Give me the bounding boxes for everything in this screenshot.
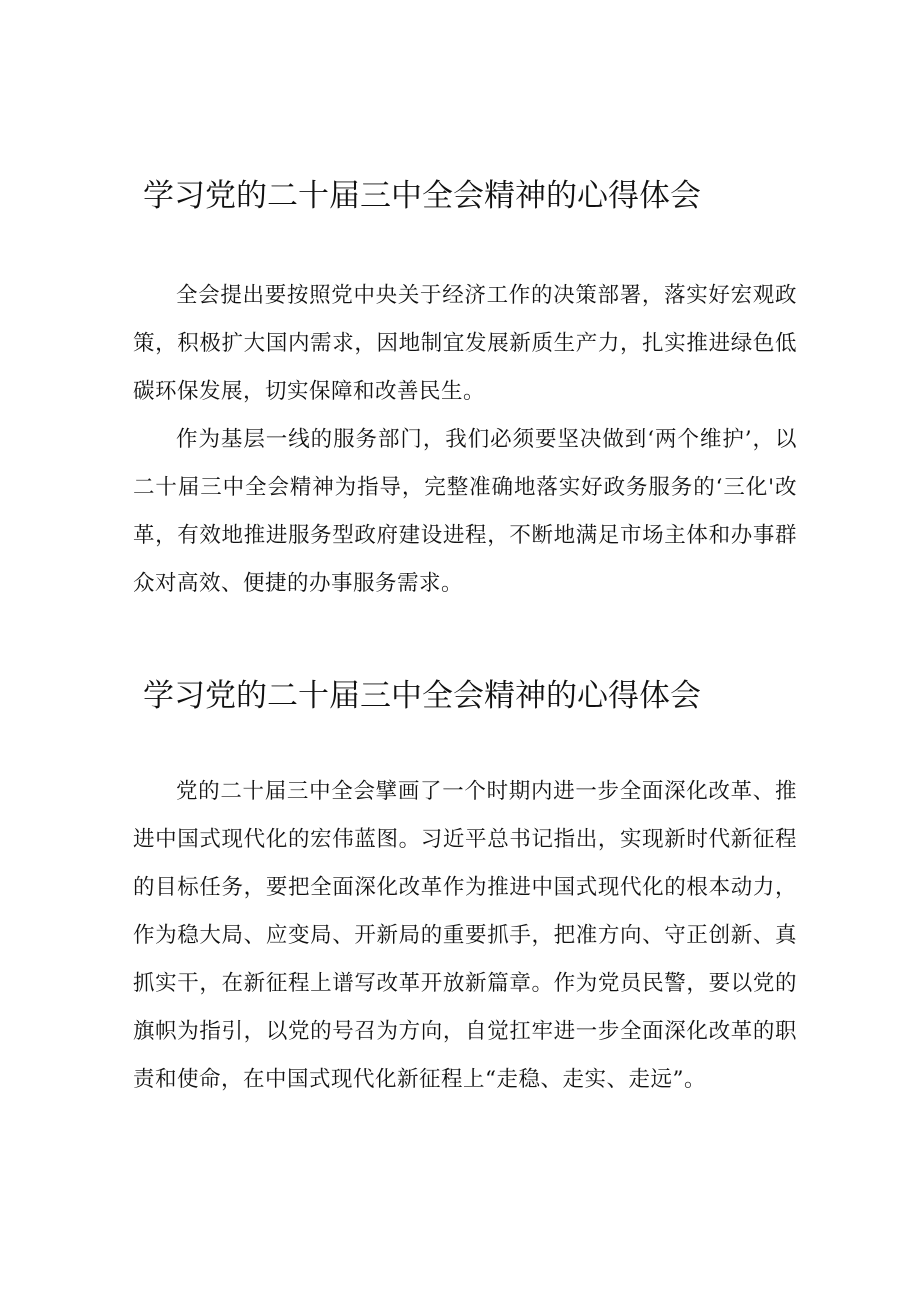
- section-1-title: 学习党的二十届三中全会精神的心得体会: [143, 178, 701, 214]
- section-1-paragraph-2: 作为基层一线的服务部门，我们必须要坚决做到‘两个维护’，以二十届三中全会精神为指导，完整准确地落实好政务服务的‘三化'改革，有效地推进服务型政府建设进程，不断地满足市场主体和办事群众对高效、便捷的办事服务需求。: [133, 427, 797, 596]
- section-2-paragraph-1: 党的二十届三中全会擘画了一个时期内进一步全面深化改革、推进中国式现代化的宏伟蓝图。习近平总书记指出，实现新时代新征程的目标任务，要把全面深化改革作为推进中国式现代化的根本动力，作为稳大局、应变局、开新局的重要抓手，把准方向、守正创新、真抓实干，在新征程上谱写改革开放新篇章。作为党员民警，要以党的旗帜为指引，以党的号召为方向，自觉扛牢进一步全面深化改革的职责和使命，在中国式现代化新征程上“走稳、走实、走远”。: [133, 779, 797, 1092]
- section-2-title: 学习党的二十届三中全会精神的心得体会: [143, 678, 701, 714]
- section-1-paragraph-1: 全会提出要按照党中央关于经济工作的决策部署，落实好宏观政策，积极扩大国内需求，因地制宜发展新质生产力，扎实推进绿色低碳环保发展，切实保障和改善民生。: [133, 283, 797, 404]
